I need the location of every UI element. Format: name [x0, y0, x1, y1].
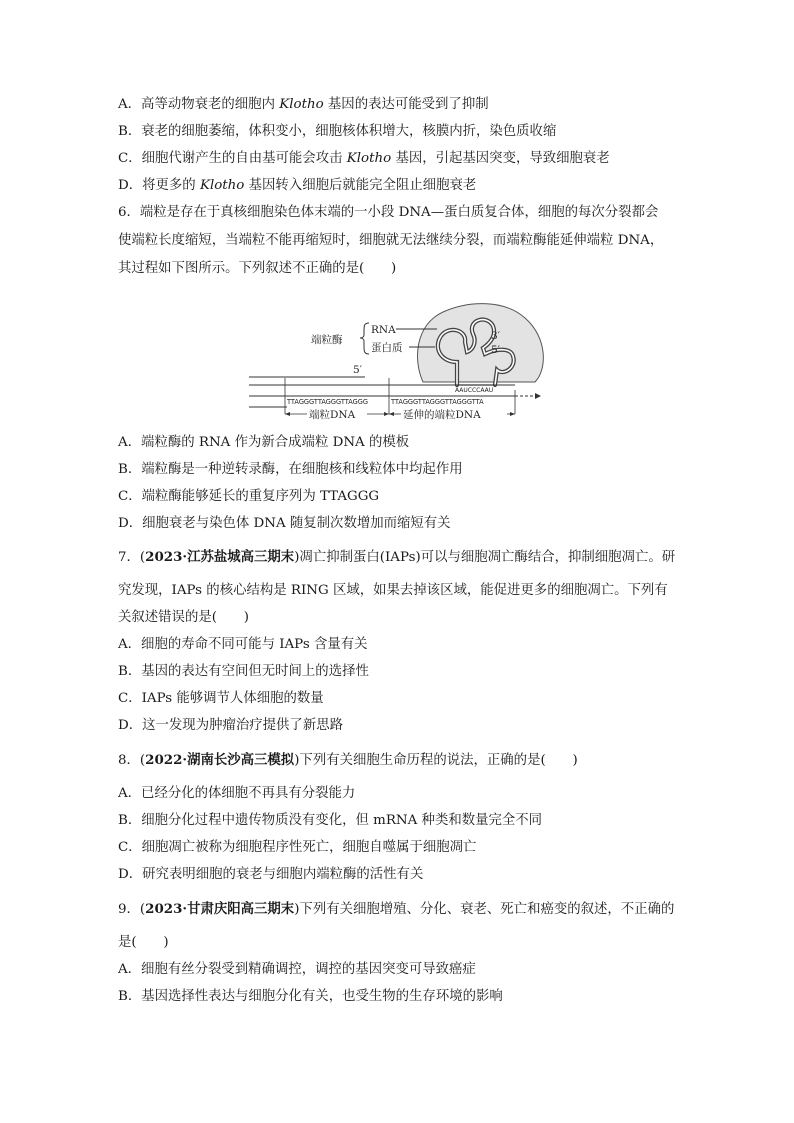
- q9-stem-line-1: 9．(2023·甘肃庆阳高三期末)下列有关细胞增殖、分化、衰老、死亡和癌变的叙述，不正确的: [118, 901, 675, 917]
- q9-stem-line-2: 是( ): [118, 935, 169, 950]
- gene-name: Klotho: [199, 178, 245, 193]
- q7-option-b: B．基因的表达有空间但无时间上的选择性: [118, 664, 369, 679]
- q7-option-a: A．细胞的寿命不同可能与 IAPs 含量有关: [118, 637, 368, 652]
- telomere-dna-label: 端粒DNA: [309, 409, 356, 421]
- label-brace: [360, 323, 369, 354]
- rna-template-sequence: AAUCCCAAU: [455, 387, 494, 394]
- five-prime-label-dna: 5′: [353, 364, 363, 376]
- q9-option-b: B．基因选择性表达与细胞分化有关，也受生物的生存环境的影响: [118, 989, 503, 1004]
- q6-option-a: A．端粒酶的 RNA 作为新合成端粒 DNA 的模板: [118, 435, 410, 450]
- q7-option-c: C．IAPs 能够调节人体细胞的数量: [118, 691, 324, 706]
- question-source: 2022·湖南长沙高三模拟: [145, 752, 295, 768]
- gene-name: Klotho: [279, 97, 324, 112]
- protein-label: 蛋白质: [371, 342, 403, 354]
- q6-option-d: D．细胞衰老与染色体 DNA 随复制次数增加而缩短有关: [118, 516, 451, 531]
- q6-option-b: B．端粒酶是一种逆转录酶，在细胞核和线粒体中均起作用: [118, 462, 463, 477]
- q6-stem-line-3: 其过程如下图所示。下列叙述不正确的是( ): [118, 261, 397, 276]
- q8-option-b: B．细胞分化过程中遗传物质没有变化，但 mRNA 种类和数量完全不同: [118, 813, 543, 828]
- q6-stem-line-2: 使端粒长度缩短，当端粒不能再缩短时，细胞就无法继续分裂，而端粒酶能延伸端粒 DNA，: [118, 233, 664, 248]
- q9-option-a: A．细胞有丝分裂受到精确调控，调控的基因突变可导致癌症: [118, 962, 476, 977]
- enzyme-label: 端粒酶: [311, 334, 343, 346]
- q7-stem-line-1: 7．(2023·江苏盐城高三期末)凋亡抑制蛋白(IAPs)可以与细胞凋亡酶结合，抑制细胞凋亡。研: [118, 549, 676, 565]
- q6-stem-line-1: 6．端粒是存在于真核细胞染色体末端的一小段 DNA—蛋白质复合体，细胞的每次分裂都会: [118, 205, 659, 220]
- q8-stem: 8．(2022·湖南长沙高三模拟)下列有关细胞生命历程的说法，正确的是( ): [118, 752, 578, 768]
- q5-option-a: A．高等动物衰老的细胞内 Klotho 基因的表达可能受到了抑制: [118, 97, 489, 112]
- q5-option-c: C．细胞代谢产生的自由基可能会攻击 Klotho 基因，引起基因突变，导致细胞衰老: [118, 151, 610, 166]
- q5-option-d: D．将更多的 Klotho 基因转入细胞后就能完全阻止细胞衰老: [118, 178, 477, 193]
- q7-stem-line-3: 关叙述错误的是( ): [118, 610, 249, 625]
- three-prime-label: 3′: [491, 330, 501, 342]
- q7-option-d: D．这一发现为肿瘤治疗提供了新思路: [118, 718, 343, 733]
- telomere-sequence: TTAGGGTTAGGGTTAGGG: [287, 398, 368, 406]
- q8-option-a: A．已经分化的体细胞不再具有分裂能力: [118, 786, 356, 801]
- question-source: 2023·甘肃庆阳高三期末: [145, 901, 295, 917]
- q7-stem-line-2: 究发现，IAPs 的核心结构是 RING 区域，如果去掉该区域，能促进更多的细胞凋亡。下列有: [118, 583, 668, 598]
- q6-option-c: C．端粒酶能够延长的重复序列为 TTAGGG: [118, 489, 380, 504]
- five-prime-label-rna: 5′: [491, 344, 501, 356]
- q5-option-b: B．衰老的细胞萎缩，体积变小，细胞核体积增大，核膜内折，染色质收缩: [118, 124, 557, 139]
- extended-dna-label: 延伸的端粒DNA: [403, 409, 481, 421]
- question-source: 2023·江苏盐城高三期末: [145, 549, 295, 565]
- telomerase-diagram: [245, 290, 555, 430]
- rna-label: RNA: [371, 324, 396, 336]
- q8-option-d: D．研究表明细胞的衰老与细胞内端粒酶的活性有关: [118, 867, 424, 882]
- q8-option-c: C．细胞凋亡被称为细胞程序性死亡，细胞自噬属于细胞凋亡: [118, 840, 477, 855]
- extended-sequence: TTAGGGTTAGGGTTAGGGTTA: [391, 398, 484, 406]
- gene-name: Klotho: [346, 151, 392, 166]
